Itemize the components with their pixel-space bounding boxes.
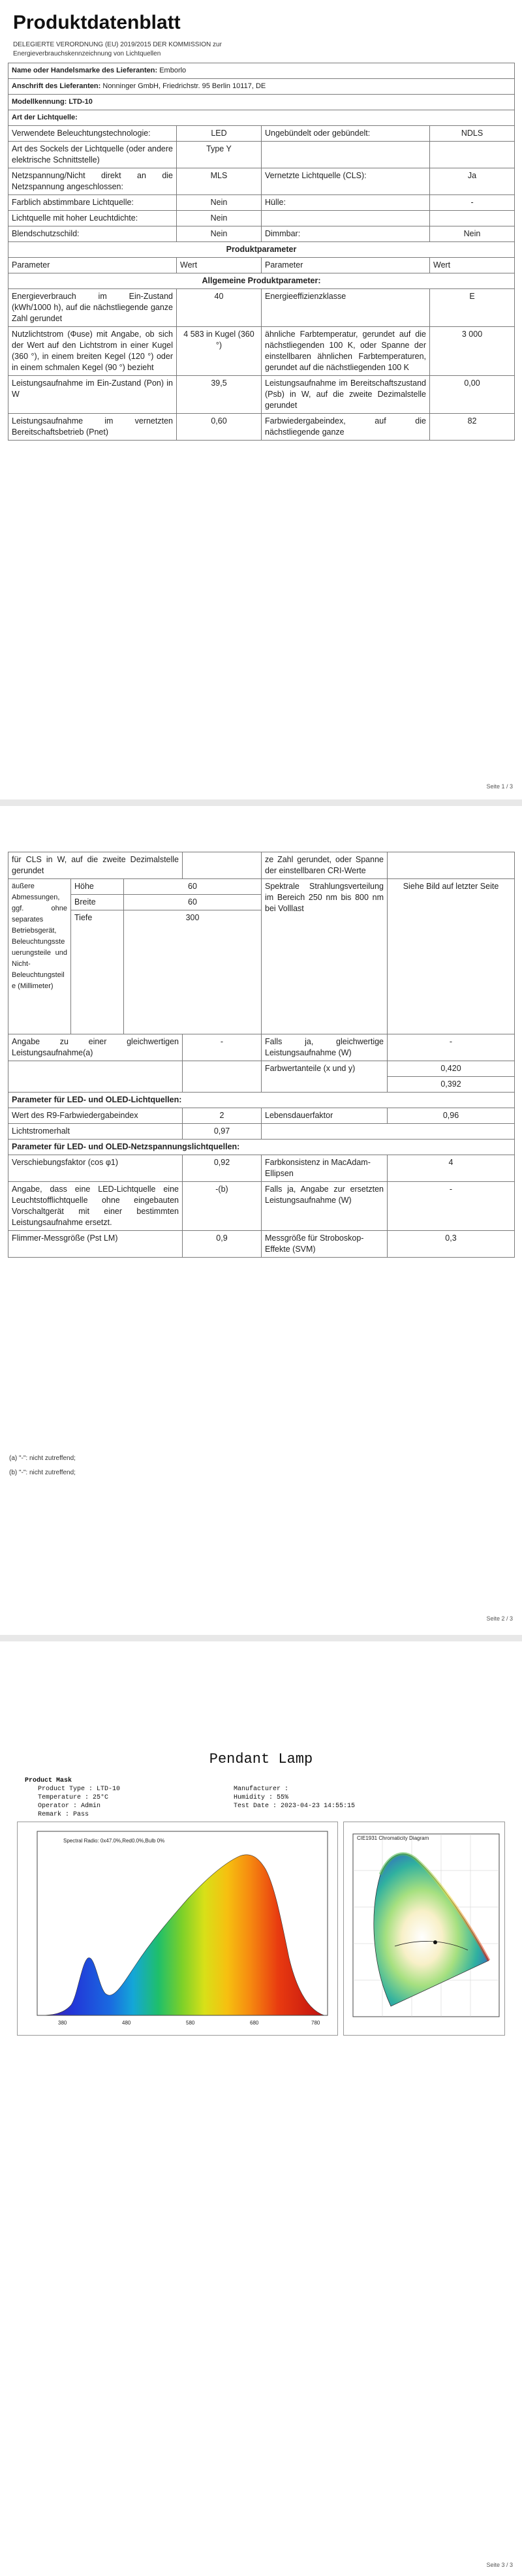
pnet-label: Leistungsaufnahme im vernetzten Bereitschaftsbetrieb (Pnet): [8, 414, 177, 441]
row-tunable-value: Nein: [177, 195, 262, 211]
cct-value: 3 000: [430, 327, 515, 376]
row-tech-c: Ungebündelt oder gebündelt:: [262, 126, 430, 142]
macadam-value: 4: [388, 1155, 515, 1182]
cie-plot: [344, 1822, 504, 2035]
dim-depth-label: Tiefe: [71, 910, 124, 1034]
parameters-table-cont: [8, 852, 515, 1258]
flux-value: 4 583 in Kugel (360 °): [177, 327, 262, 376]
row-envelope-label: Hülle:: [262, 195, 430, 211]
row-hld-d: [430, 211, 515, 226]
r9-label: Wert des R9-Farbwiedergabeindex: [8, 1108, 183, 1124]
row-dimmable-value: Nein: [430, 226, 515, 242]
row-socket-c: [262, 142, 430, 168]
cct-label: ähnliche Farbtemperatur, gerundet auf die nächstliegenden 100 K, oder Spanne der einstellbaren ähnlichen Farbtemperaturen, gerundet auf die nächstliegenden 100 K: [262, 327, 430, 376]
chromaticity-x: 0,420: [388, 1061, 515, 1077]
equiv-power-label: Falls ja, gleichwertige Leistungsaufnahme (W): [262, 1034, 388, 1061]
equiv-label: Angabe zu einer gleichwertigen Leistungsaufnahme(a): [8, 1034, 183, 1061]
row-cls-label: Vernetzte Lichtquelle (CLS):: [262, 168, 430, 195]
x-tick-780: 780: [311, 2020, 320, 2026]
svm-value: 0,3: [388, 1231, 515, 1258]
row-mains-label: Netzspannung/Nicht direkt an die Netzspannung angeschlossen:: [8, 168, 177, 195]
cri-value: 82: [430, 414, 515, 441]
x-tick-480: 480: [122, 2020, 131, 2026]
page-number-3: Seite 3 / 3: [486, 2562, 513, 2568]
row-envelope-value: -: [430, 195, 515, 211]
row-cls-value: Ja: [430, 168, 515, 195]
spectrum-label: Spectral Radio: 0x47.0%,Red0.0%,Bulb 0%: [63, 1838, 165, 1844]
row-socket-value: Type Y: [177, 142, 262, 168]
efficiency-class-value: E: [430, 289, 515, 327]
lamp-title: Pendant Lamp: [209, 1751, 313, 1767]
test-date-label: Test Date :: [234, 1803, 277, 1810]
cie-label: CIE1931 Chromaticity Diagram: [357, 1835, 429, 1841]
lifetime-label: Lebensdauerfaktor: [262, 1108, 388, 1124]
model-label: Modellkennung: LTD-10: [8, 95, 515, 110]
address-value: Nonninger GmbH, Friedrichstr. 95 Berlin 10117, DE: [102, 82, 266, 90]
efficiency-class-label: Energieeffizienzklasse: [262, 289, 430, 327]
page-number-2: Seite 2 / 3: [486, 1615, 513, 1622]
x-tick-580: 580: [186, 2020, 195, 2026]
general-header: Allgemeine Produktparameter:: [8, 273, 515, 289]
dim-height-label: Höhe: [71, 879, 124, 895]
row-hld-label: Lichtquelle mit hoher Leuchtdichte:: [8, 211, 177, 226]
humidity-label: Humidity :: [234, 1794, 273, 1801]
row-tech-d: NDLS: [430, 126, 515, 142]
params-header: Produktparameter: [8, 242, 515, 258]
col-param-1: Parameter: [8, 258, 177, 273]
pon-label: Leistungsaufnahme im Ein-Zustand (Pon) in W: [8, 376, 177, 414]
footnote-b: (b) "-": nicht zutreffend;: [9, 1469, 76, 1476]
row-glare-label: Blendschutzschild:: [8, 226, 177, 242]
pnet-value: 0,60: [177, 414, 262, 441]
regulation-text: DELEGIERTE VERORDNUNG (EU) 2019/2015 DER KOMMISSION zur Energieverbrauchskennzeichnung von Lichtquellen: [13, 41, 222, 57]
mask-title: Product Mask: [25, 1777, 72, 1784]
light-type-header: Art der Lichtquelle:: [8, 110, 515, 126]
energy-value: 40: [177, 289, 262, 327]
product-type-label: Product Type :: [38, 1786, 93, 1793]
col-value-1: Wert: [177, 258, 262, 273]
spectral-value: Siehe Bild auf letzter Seite: [388, 879, 515, 1034]
psb-label: Leistungsaufnahme im Bereitschaftszustand (Psb) in W, auf die zweite Dezimalstelle gerundet: [262, 376, 430, 414]
page-separator-1: [0, 799, 522, 806]
remark-value: Pass: [73, 1811, 89, 1818]
row-hld-c: [262, 211, 430, 226]
equiv-power-value: -: [388, 1034, 515, 1061]
page-2: [0, 806, 522, 1635]
row-hld-value: Nein: [177, 211, 262, 226]
test-date-value: 2023-04-23 14:55:15: [281, 1803, 356, 1810]
temperature-label: Temperature :: [38, 1794, 89, 1801]
row-tech-label: Verwendete Beleuchtungstechnologie:: [8, 126, 177, 142]
row-mains-value: MLS: [177, 168, 262, 195]
flux-label: Nutzlichtstrom (Φuse) mit Angabe, ob sich der Wert auf den Lichtstrom in einer Kugel (360 °), in einem breiten Kegel (120 °) oder in einem schmalen Kegel (90 °) bezieht: [8, 327, 177, 376]
row-socket-d: [430, 142, 515, 168]
page-3: [0, 1641, 522, 2576]
humidity-value: 55%: [277, 1794, 289, 1801]
spectrum-plot: [18, 1822, 337, 2035]
remark-label: Remark :: [38, 1811, 70, 1818]
page-number-1: Seite 1 / 3: [486, 783, 513, 790]
pf-value: 0,92: [183, 1155, 262, 1182]
row-glare-value: Nein: [177, 226, 262, 242]
page-title: Produktdatenblatt: [13, 12, 181, 33]
lifetime-value: 0,96: [388, 1108, 515, 1124]
supplier-label: Name oder Handelsmarke des Lieferanten:: [12, 67, 158, 74]
col-param-2: Parameter: [262, 258, 430, 273]
replaced-power-value: -: [388, 1182, 515, 1231]
pf-label: Verschiebungsfaktor (cos φ1): [8, 1155, 183, 1182]
fluorescent-value: -(b): [183, 1182, 262, 1231]
temperature-value: 25°C: [93, 1794, 109, 1801]
energy-label: Energieverbrauch im Ein-Zustand (kWh/1000 h), auf die nächstliegende ganze Zahl gerundet: [8, 289, 177, 327]
dim-height-value: 60: [124, 879, 262, 895]
mains-header: Parameter für LED- und OLED-Netzspannungslichtquellen:: [8, 1140, 515, 1155]
chromaticity-label: Farbwertanteile (x und y): [262, 1061, 388, 1093]
spectrum-panel: [17, 1822, 338, 2036]
psb-value: 0,00: [430, 376, 515, 414]
x-tick-680: 680: [250, 2020, 259, 2026]
row-socket-label: Art des Sockels der Lichtquelle (oder andere elektrische Schnittstelle): [8, 142, 177, 168]
footnote-a: (a) "-": nicht zutreffend;: [9, 1455, 76, 1462]
row-dimmable-label: Dimmbar:: [262, 226, 430, 242]
maintenance-label: Lichtstromerhalt: [8, 1124, 183, 1140]
cie-measurement-point: [433, 1940, 437, 1944]
supplier-table: [8, 63, 515, 441]
cls-cont-label: für CLS in W, auf die zweite Dezimalstelle gerundet: [8, 852, 183, 879]
led-header: Parameter für LED- und OLED-Lichtquellen:: [8, 1093, 515, 1108]
dim-width-value: 60: [124, 895, 262, 910]
spectral-label: Spektrale Strahlungsverteilung im Bereich 250 nm bis 800 nm bei Volllast: [262, 879, 388, 1034]
page-separator-2: [0, 1635, 522, 1641]
maintenance-value: 0,97: [183, 1124, 262, 1140]
chromaticity-y: 0,392: [388, 1077, 515, 1093]
row-tunable-label: Farblich abstimmbare Lichtquelle:: [8, 195, 177, 211]
flicker-value: 0,9: [183, 1231, 262, 1258]
product-type-value: LTD-10: [97, 1786, 121, 1793]
fluorescent-label: Angabe, dass eine LED-Lichtquelle eine Leuchtstofflichtquelle ohne eingebauten Vorschaltgerät mit einer bestimmten Leistungsaufnahme ersetzt.: [8, 1182, 183, 1231]
macadam-label: Farbkonsistenz in MacAdam-Ellipsen: [262, 1155, 388, 1182]
col-value-2: Wert: [430, 258, 515, 273]
supplier-value: Emborlo: [159, 67, 187, 74]
dimensions-label: äußere Abmessungen, ggf. ohne separates Betriebsgerät, Beleuchtungssteuerungsteile und Nicht-Beleuchtungsteile (Millimeter): [8, 879, 71, 1034]
cie-panel: [343, 1822, 505, 2036]
dim-width-label: Breite: [71, 895, 124, 910]
replaced-power-label: Falls ja, Angabe zur ersetzten Leistungsaufnahme (W): [262, 1182, 388, 1231]
svm-label: Messgröße für Stroboskop-Effekte (SVM): [262, 1231, 388, 1258]
x-tick-380: 380: [58, 2020, 67, 2026]
pon-value: 39,5: [177, 376, 262, 414]
operator-value: Admin: [81, 1803, 101, 1810]
r9-value: 2: [183, 1108, 262, 1124]
equiv-value: -: [183, 1034, 262, 1061]
cri-label: Farbwiedergabeindex, auf die nächstliegende ganze: [262, 414, 430, 441]
row-tech-value: LED: [177, 126, 262, 142]
dim-depth-value: 300: [124, 910, 262, 1034]
page-1: [0, 0, 522, 799]
cri-cont-label: ze Zahl gerundet, oder Spanne der einstellbaren CRI-Werte: [262, 852, 388, 879]
operator-label: Operator :: [38, 1803, 78, 1810]
manufacturer-label: Manufacturer :: [234, 1786, 289, 1793]
address-label: Anschrift des Lieferanten:: [12, 82, 101, 90]
flicker-label: Flimmer-Messgröße (Pst LM): [8, 1231, 183, 1258]
